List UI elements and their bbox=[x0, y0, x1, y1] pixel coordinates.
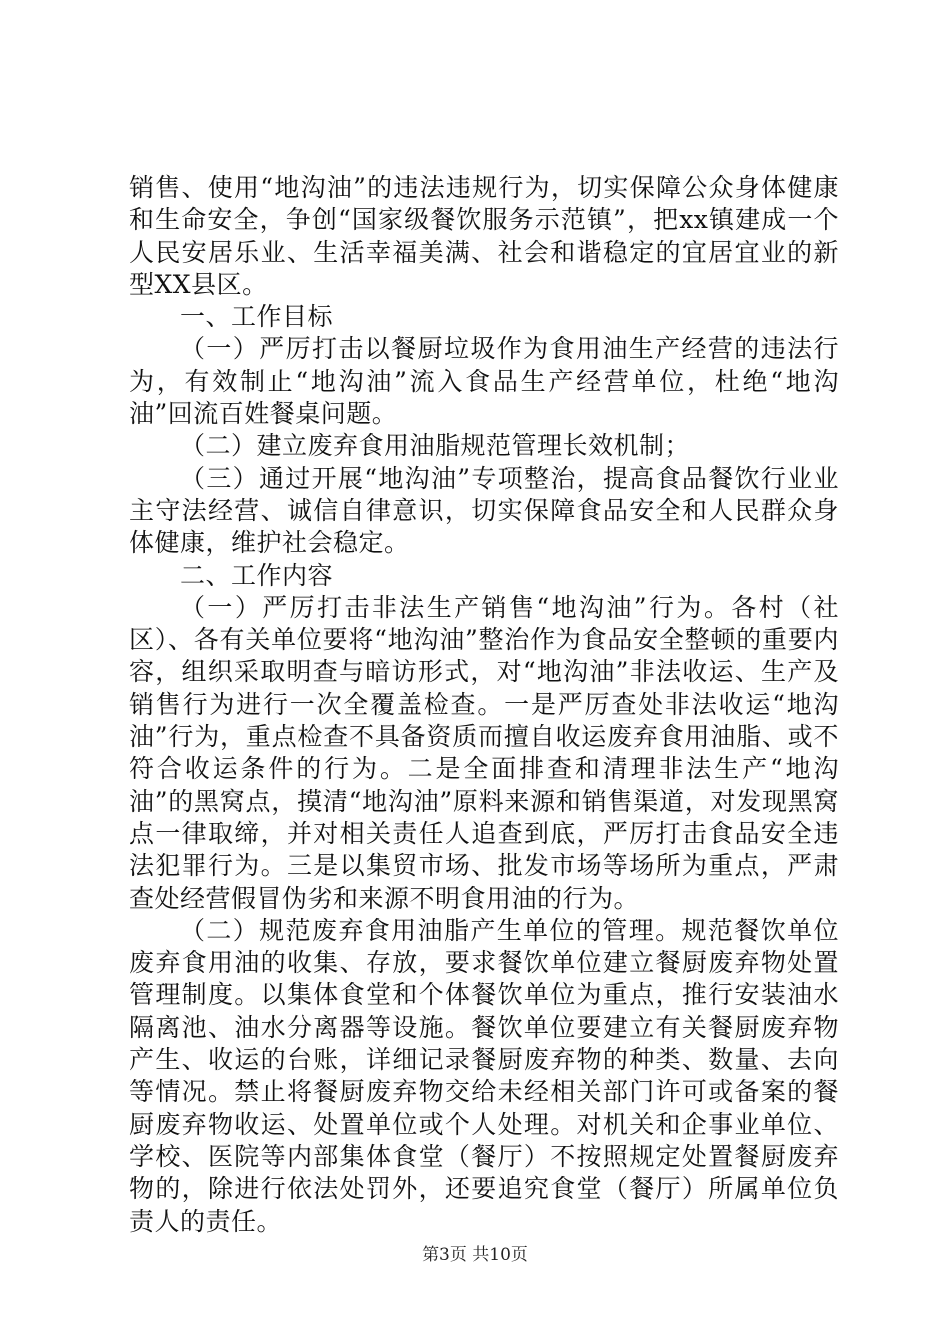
paragraph-continuation: 销售、使用“地沟油”的违法违规行为，切实保障公众身体健康和生命安全，争创“国家级餐饮服务示范镇”，把xx镇建成一个人民安居乐业、生活幸福美满、社会和谐稳定的宜居宜业的新型XX县区。 bbox=[129, 173, 839, 299]
paragraph-content-2: （二）规范废弃食用油脂产生单位的管理。规范餐饮单位废弃食用油的收集、存放，要求餐饮单位建立餐厨废弃物处置管理制度。以集体食堂和个体餐饮单位为重点，推行安装油水隔离池、油水分离器等设施。餐饮单位要建立有关餐厨废弃物产生、收运的台账，详细记录餐厨废弃物的种类、数量、去向等情况。禁止将餐厨废弃物交给未经相关部门许可或备案的餐厨废弃物收运、处置单位或个人处理。对机关和企事业单位、学校、医院等内部集体食堂（餐厅）不按照规定处置餐厨废弃物的，除进行依法处罚外，还要追究食堂（餐厅）所属单位负责人的责任。 bbox=[129, 915, 839, 1236]
paragraph-goal-2: （二）建立废弃食用油脂规范管理长效机制； bbox=[180, 431, 691, 461]
paragraph-goal-3: （三）通过开展“地沟油”专项整治，提高食品餐饮行业业主守法经营、诚信自律意识，切实保障食品安全和人民群众身体健康，维护社会稳定。 bbox=[129, 463, 839, 558]
section-heading-content: 二、工作内容 bbox=[180, 560, 334, 590]
page-number-footer: 第3页 共10页 bbox=[422, 1245, 528, 1265]
document-body bbox=[129, 172, 839, 1238]
section-heading-goals: 一、工作目标 bbox=[180, 302, 334, 332]
paragraph-goal-1: （一）严厉打击以餐厨垃圾作为食用油生产经营的违法行为，有效制止“地沟油”流入食品生产经营单位，杜绝“地沟油”回流百姓餐桌问题。 bbox=[129, 334, 839, 429]
paragraph-content-1: （一）严厉打击非法生产销售“地沟油”行为。各村（社区）、各有关单位要将“地沟油”整治作为食品安全整顿的重要内容，组织采取明查与暗访形式，对“地沟油”非法收运、生产及销售行为进行一次全覆盖检查。一是严厉查处非法收运“地沟油”行为，重点检查不具备资质而擅自收运废弃食用油脂、或不符合收运条件的行为。二是全面排查和清理非法生产“地沟油”的黑窝点，摸清“地沟油”原料来源和销售渠道，对发现黑窝点一律取缔，并对相关责任人追查到底，严厉打击食品安全违法犯罪行为。三是以集贸市场、批发市场等场所为重点，严肃查处经营假冒伪劣和来源不明食用油的行为。 bbox=[129, 592, 839, 913]
